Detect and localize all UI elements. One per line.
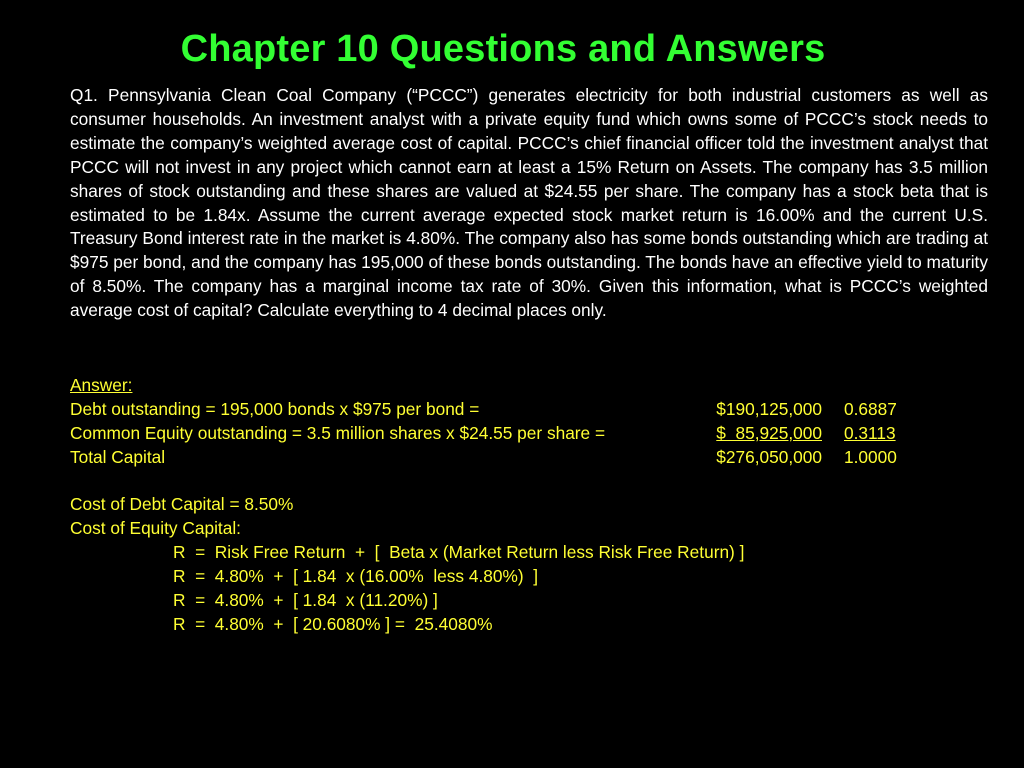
capital-row-debt (70, 398, 988, 422)
answer-heading: Answer: (70, 375, 133, 395)
capital-row-equity (70, 422, 988, 446)
equation-line: R = 4.80% + [ 1.84 x (16.00% less 4.80%) ] (173, 566, 539, 587)
answer-block (70, 374, 988, 637)
spacer (70, 470, 988, 494)
capital-row-label: Debt outstanding = 195,000 bonds x $975 per bond = (70, 398, 480, 419)
capital-row-amount: $276,050,000 (716, 446, 822, 467)
capital-row-ratio: 0.3113 (844, 422, 896, 443)
answer-heading-line (70, 374, 988, 398)
capital-row-amount: $ 85,925,000 (716, 422, 822, 443)
cost-of-debt: Cost of Debt Capital = 8.50% (70, 494, 294, 515)
capital-row-label: Total Capital (70, 446, 166, 467)
equation-line: R = 4.80% + [ 1.84 x (11.20%) ] (173, 590, 438, 611)
capital-row-amount: $190,125,000 (716, 398, 822, 419)
capital-row-ratio: 0.6887 (844, 398, 897, 419)
equation-line: R = Risk Free Return + [ Beta x (Market Return less Risk Free Return) ] (173, 542, 745, 563)
slide-title: Chapter 10 Questions and Answers (180, 28, 826, 70)
capital-row-total (70, 446, 988, 470)
equation-line: R = 4.80% + [ 20.6080% ] = 25.4080% (173, 613, 493, 634)
question-text: Q1. Pennsylvania Clean Coal Company (“PCCC”) generates electricity for both industrial customers as well as consumer households. An investment analyst with a private equity fund which owns some of PCCC’s stock needs to estimate the company’s weighted average cost of capital. PCCC’s chief financial officer told the investment analyst that PCCC will not invest in any project which cannot earn at least a 15% Return on Assets. The company has 3.5 million shares of stock outstanding and these shares are valued at $24.55 per share. The company has a stock beta that is estimated to be 1.84x. Assume the current average expected stock market return is 16.00% and the current U.S. Treasury Bond interest rate in the market is 4.80%. The company also has some bonds outstanding which are trading at $975 per bond, and the company has 195,000 of these bonds outstanding. The bonds have an effective yield to maturity of 8.50%. The company has a marginal income tax rate of 30%. Given this information, what is PCCC’s weighted average cost of capital? Calculate everything to 4 decimal places only. (70, 85, 988, 321)
cost-of-equity-heading: Cost of Equity Capital: (70, 518, 241, 539)
capital-row-ratio: 1.0000 (844, 446, 897, 467)
capital-row-label: Common Equity outstanding = 3.5 million shares x $24.55 per share = (70, 422, 606, 443)
